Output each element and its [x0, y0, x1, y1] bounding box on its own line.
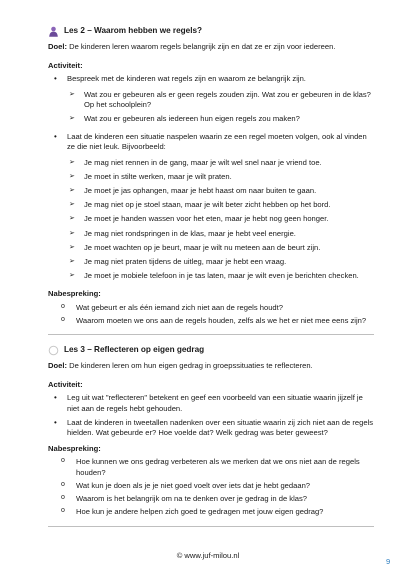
- list-item: [48, 74, 374, 124]
- sub-list-item: ➢ Wat zou er gebeuren als iedereen hun eigen regels zou maken?: [48, 114, 374, 124]
- goal-label: Doel:: [48, 42, 67, 51]
- section-divider: [48, 334, 374, 335]
- list-item-text: Bespreek met de kinderen wat regels zijn en waarom ze belangrijk zijn.: [67, 74, 306, 84]
- sub-list-item: ➢ Je mag niet op je stoel staan, maar je wilt beter zicht hebben op het bord.: [48, 200, 374, 210]
- lesson-2-goal: [48, 42, 374, 52]
- footer-copyright: © www.juf-milou.nl: [176, 551, 240, 560]
- list-item: [48, 132, 374, 281]
- goal-text: De kinderen leren om hun eigen gedrag in groepssituaties te reflecteren.: [66, 361, 313, 371]
- discussion-item: o Waarom is het belangrijk om na te denken over je gedrag in de klas?: [48, 494, 374, 504]
- sub-list: [48, 90, 374, 125]
- lesson-2-heading: [48, 26, 374, 37]
- activity-list: [48, 393, 374, 438]
- discussion-list: [48, 457, 374, 517]
- sub-list-item: ➢ Je mag niet praten tijdens de uitleg, maar je hebt een vraag.: [48, 257, 374, 267]
- section-divider: [48, 526, 374, 527]
- discussion-item: o Hoe kun je andere helpen zich goed te gedragen met jouw eigen gedrag?: [48, 507, 374, 517]
- activity-list: [48, 74, 374, 281]
- list-item: • Leg uit wat "reflecteren" betekent en geef een voorbeeld van een situatie waarin jijzelf je niet aan de regels hebt gehouden.: [48, 393, 374, 413]
- lesson-2-title: Les 2 – Waarom hebben we regels?: [64, 26, 203, 36]
- discussion-item: o Wat kun je doen als je je niet goed voelt over iets dat je hebt gedaan?: [48, 481, 374, 491]
- sub-list-item: ➢ Je moet in stilte werken, maar je wilt praten.: [48, 172, 374, 182]
- discussion-heading: Nabespreking:: [48, 289, 101, 299]
- lesson-3-goal: [48, 361, 374, 371]
- discussion-item: o Waarom moeten we ons aan de regels houden, zelfs als we het er niet mee eens zijn?: [48, 316, 374, 326]
- sub-list-item: ➢ Je mag niet rennen in de gang, maar je wilt wel snel naar je vriend toe.: [48, 158, 374, 168]
- lesson-3-heading: [48, 345, 374, 356]
- person-icon: [48, 26, 59, 37]
- sub-list-item: ➢ Je moet je handen wassen voor het eten, maar je hebt nog geen honger.: [48, 214, 374, 224]
- goal-label: Doel:: [48, 361, 67, 371]
- circle-icon: [48, 345, 59, 356]
- activity-heading: Activiteit:: [48, 61, 83, 71]
- discussion-heading: Nabespreking:: [48, 444, 101, 454]
- goal-text: De kinderen leren waarom regels belangrijk zijn en dat ze er zijn voor iedereen.: [66, 42, 336, 51]
- page-number: 9: [386, 557, 391, 566]
- activity-heading: Activiteit:: [48, 380, 83, 390]
- discussion-item: o Wat gebeurt er als één iemand zich niet aan de regels houdt?: [48, 303, 374, 313]
- list-item-text: Laat de kinderen een situatie naspelen waarin ze een regel moeten volgen, ook al vinden ze die niet leuk. Bijvoorbeeld:: [67, 132, 367, 152]
- sub-list: [48, 158, 374, 282]
- sub-list-item: ➢ Je moet je jas ophangen, maar je hebt haast om naar buiten te gaan.: [48, 186, 374, 196]
- sub-list-item: ➢ Je moet je mobiele telefoon in je tas laten, maar je wilt even je berichten checken.: [48, 271, 374, 281]
- list-item: • Laat de kinderen in tweetallen nadenken over een situatie waarin zij zich niet aan de regels hielden. Wat gebeurde er? Hoe voelde dat? Welk gedrag was beter geweest?: [48, 418, 374, 438]
- sub-list-item: ➢ Je moet wachten op je beurt, maar je wilt nu meteen aan de beurt zijn.: [48, 243, 374, 253]
- page-content: [48, 26, 374, 537]
- discussion-item: o Hoe kunnen we ons gedrag verbeteren als we merken dat we ons niet aan de regels houden?: [48, 457, 374, 477]
- sub-list-item: ➢ Wat zou er gebeuren als er geen regels zouden zijn. Wat zou er gebeuren in de klas? Op het schoolplein?: [48, 90, 374, 110]
- discussion-list: [48, 303, 374, 326]
- lesson-3-title: Les 3 – Reflecteren op eigen gedrag: [64, 345, 205, 355]
- sub-list-item: ➢ Je mag niet rondspringen in de klas, maar je hebt veel energie.: [48, 229, 374, 239]
